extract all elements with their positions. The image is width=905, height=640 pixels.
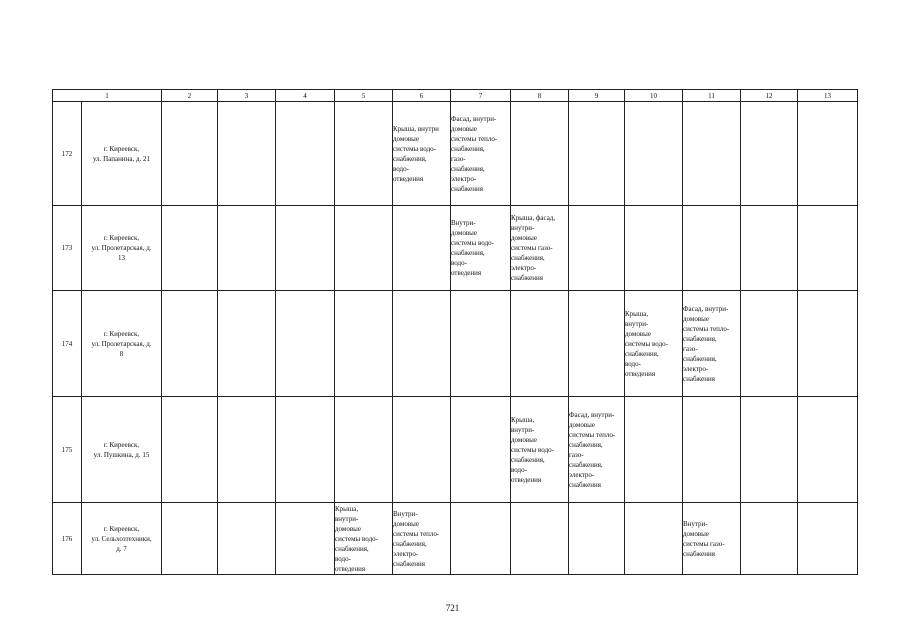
table-row — [53, 397, 858, 503]
column-13-cell — [798, 397, 858, 503]
address-cell — [82, 397, 162, 503]
work-line: Фасад, внутри- — [683, 304, 729, 313]
column-10-cell — [625, 102, 683, 206]
work-line: отведения — [451, 269, 482, 277]
work-line: снабжения, — [511, 254, 545, 262]
column-9-cell — [569, 503, 625, 575]
work-line: отведения — [511, 475, 542, 484]
column-13-cell — [798, 102, 858, 206]
work-line: домовые — [683, 314, 709, 323]
work-line: домовые — [511, 435, 537, 444]
work-line: снабжения, — [569, 460, 603, 469]
work-line: снабжения, — [625, 349, 659, 358]
work-line: электро- — [569, 470, 595, 479]
header-row — [53, 90, 858, 102]
header-cell: 8 — [511, 90, 569, 102]
column-8-cell — [511, 397, 569, 503]
column-5-cell — [335, 291, 393, 397]
work-line: домовые — [451, 124, 477, 133]
work-line: домовые — [393, 519, 419, 528]
header-cell: 1 — [53, 90, 162, 102]
column-6-cell — [393, 102, 451, 206]
column-7-cell — [451, 397, 511, 503]
column-8-cell — [511, 102, 569, 206]
header-cell: 6 — [393, 90, 451, 102]
work-line: снабжения, — [451, 164, 485, 173]
address-cell — [82, 503, 162, 575]
row-number: 172 — [53, 102, 82, 206]
work-line: Крыша, — [511, 415, 535, 424]
column-7-cell — [451, 206, 511, 291]
column-3-cell — [218, 397, 276, 503]
address-line: ул. Пролетарская, д. — [91, 339, 152, 348]
column-8-cell — [511, 503, 569, 575]
address-cell — [82, 102, 162, 206]
column-12-cell — [741, 102, 798, 206]
column-7-cell — [451, 102, 511, 206]
header-cell: 3 — [218, 90, 276, 102]
work-line: системы водо- — [335, 534, 378, 543]
column-8-cell — [511, 206, 569, 291]
column-11-cell — [683, 503, 741, 575]
work-line: снабжения — [511, 274, 543, 282]
row-number: 175 — [53, 397, 82, 503]
work-line: снабжения, — [683, 354, 717, 363]
address-line: г. Киреевск, — [103, 329, 140, 338]
column-10-cell — [625, 503, 683, 575]
work-line: газо- — [451, 154, 466, 163]
column-7-cell — [451, 291, 511, 397]
address-line: ул. Папанина, д. 21 — [92, 154, 150, 163]
work-line: системы тепло- — [569, 430, 616, 439]
work-line: Внутри- — [393, 509, 418, 518]
column-6-cell — [393, 503, 451, 575]
work-line: электро- — [511, 264, 537, 272]
work-line: снабжения — [393, 559, 425, 568]
work-line: электро- — [683, 364, 709, 373]
address-line: г. Киреевск, — [103, 144, 140, 153]
row-number: 176 — [53, 503, 82, 575]
table-row — [53, 291, 858, 397]
work-line: снабжения — [683, 374, 715, 383]
column-10-cell — [625, 291, 683, 397]
column-4-cell — [276, 291, 335, 397]
work-line: системы водо- — [451, 239, 494, 247]
work-line: снабжения, — [393, 154, 427, 163]
work-line: Внутри- — [683, 519, 708, 528]
work-line: домовые — [569, 420, 595, 429]
work-line: Фасад, внутри- — [569, 410, 615, 419]
work-line: системы тепло- — [393, 529, 440, 538]
work-line: отведения — [393, 174, 424, 183]
row-number: 174 — [53, 291, 82, 397]
table-row — [53, 206, 858, 291]
column-7-cell — [451, 503, 511, 575]
work-line: снабжения — [683, 549, 715, 558]
address-cell — [82, 291, 162, 397]
work-line: водо- — [625, 359, 641, 368]
column-3-cell — [218, 503, 276, 575]
table-row — [53, 102, 858, 206]
work-line: электро- — [451, 174, 477, 183]
work-line: газо- — [683, 344, 698, 353]
address-line: г. Киреевск, — [103, 524, 140, 533]
work-line: системы тепло- — [451, 134, 498, 143]
work-line: домовые — [335, 524, 361, 533]
table-row — [53, 503, 858, 575]
work-line: домовые — [625, 329, 651, 338]
column-10-cell — [625, 397, 683, 503]
column-5-cell — [335, 503, 393, 575]
work-line: системы водо- — [625, 339, 668, 348]
header-cell: 2 — [162, 90, 218, 102]
work-line: снабжения, — [393, 539, 427, 548]
column-4-cell — [276, 503, 335, 575]
work-line: внутри- — [625, 319, 649, 328]
column-9-cell — [569, 102, 625, 206]
work-line: домовые — [511, 234, 537, 242]
column-3-cell — [218, 206, 276, 291]
column-4-cell — [276, 102, 335, 206]
work-line: внутри- — [511, 224, 535, 232]
work-line: газо- — [569, 450, 584, 459]
column-4-cell — [276, 206, 335, 291]
column-9-cell — [569, 397, 625, 503]
work-line: Крыша, — [625, 309, 649, 318]
address-line: 8 — [119, 349, 124, 358]
work-line: снабжения — [569, 480, 601, 489]
address-line: ул. Пролетарская, д. — [91, 244, 152, 252]
column-5-cell — [335, 397, 393, 503]
address-line: г. Киреевск, — [103, 234, 140, 242]
column-5-cell — [335, 102, 393, 206]
header-cell: 11 — [683, 90, 741, 102]
work-line: внутри- — [335, 514, 359, 523]
column-2-cell — [162, 291, 218, 397]
work-line: водо- — [511, 465, 527, 474]
column-2-cell — [162, 102, 218, 206]
column-5-cell — [335, 206, 393, 291]
work-line: домовые — [683, 529, 709, 538]
work-line: отведения — [625, 369, 656, 378]
address-line: ул. Сельхозтехники, — [91, 534, 152, 543]
page-number: 721 — [445, 603, 460, 613]
column-9-cell — [569, 291, 625, 397]
work-line: системы газо- — [683, 539, 725, 548]
column-8-cell — [511, 291, 569, 397]
column-2-cell — [162, 206, 218, 291]
work-line: снабжения, — [451, 249, 485, 257]
work-line: снабжения, — [335, 544, 369, 553]
column-11-cell — [683, 102, 741, 206]
column-12-cell — [741, 397, 798, 503]
work-line: водо- — [335, 554, 351, 563]
work-line: снабжения — [451, 184, 483, 193]
column-11-cell — [683, 397, 741, 503]
work-line: снабжения, — [451, 144, 485, 153]
work-line: снабжения, — [569, 440, 603, 449]
column-11-cell — [683, 206, 741, 291]
header-cell: 7 — [451, 90, 511, 102]
header-cell: 13 — [798, 90, 858, 102]
address-line: д. 7 — [116, 544, 127, 553]
work-line: домовые — [393, 134, 419, 143]
work-line: электро- — [393, 549, 419, 558]
column-10-cell — [625, 206, 683, 291]
column-4-cell — [276, 397, 335, 503]
work-line: Внутри- — [451, 219, 476, 227]
column-12-cell — [741, 291, 798, 397]
row-number: 173 — [53, 206, 82, 291]
address-line: ул. Пушкина, д. 15 — [93, 450, 150, 459]
work-line: водо- — [451, 259, 467, 267]
header-cell: 5 — [335, 90, 393, 102]
column-3-cell — [218, 291, 276, 397]
work-line: системы водо- — [511, 445, 554, 454]
work-line: снабжения, — [511, 455, 545, 464]
work-line: Крыша, фасад, — [511, 214, 556, 222]
work-line: внутри- — [511, 425, 535, 434]
header-cell: 9 — [569, 90, 625, 102]
address-line: г. Киреевск, — [103, 440, 140, 449]
work-line: Крыша, внутри — [393, 124, 439, 133]
work-line: системы тепло- — [683, 324, 730, 333]
column-2-cell — [162, 397, 218, 503]
work-line: Фасад, внутри- — [451, 114, 497, 123]
header-cell: 12 — [741, 90, 798, 102]
column-3-cell — [218, 102, 276, 206]
column-9-cell — [569, 206, 625, 291]
header-cell: 10 — [625, 90, 683, 102]
work-line: системы газо- — [511, 244, 553, 252]
column-11-cell — [683, 291, 741, 397]
header-cell: 4 — [276, 90, 335, 102]
column-6-cell — [393, 206, 451, 291]
column-13-cell — [798, 291, 858, 397]
address-cell — [82, 206, 162, 291]
work-line: водо- — [393, 164, 409, 173]
work-line: Крыша, — [335, 504, 359, 513]
column-13-cell — [798, 503, 858, 575]
column-13-cell — [798, 206, 858, 291]
work-line: снабжения, — [683, 334, 717, 343]
column-2-cell — [162, 503, 218, 575]
repair-schedule-table — [52, 89, 858, 575]
column-12-cell — [741, 503, 798, 575]
work-line: отведения — [335, 564, 366, 573]
work-line: системы водо- — [393, 144, 436, 153]
column-6-cell — [393, 397, 451, 503]
address-line: 13 — [118, 254, 125, 262]
column-12-cell — [741, 206, 798, 291]
column-6-cell — [393, 291, 451, 397]
work-line: домовые — [451, 229, 477, 237]
